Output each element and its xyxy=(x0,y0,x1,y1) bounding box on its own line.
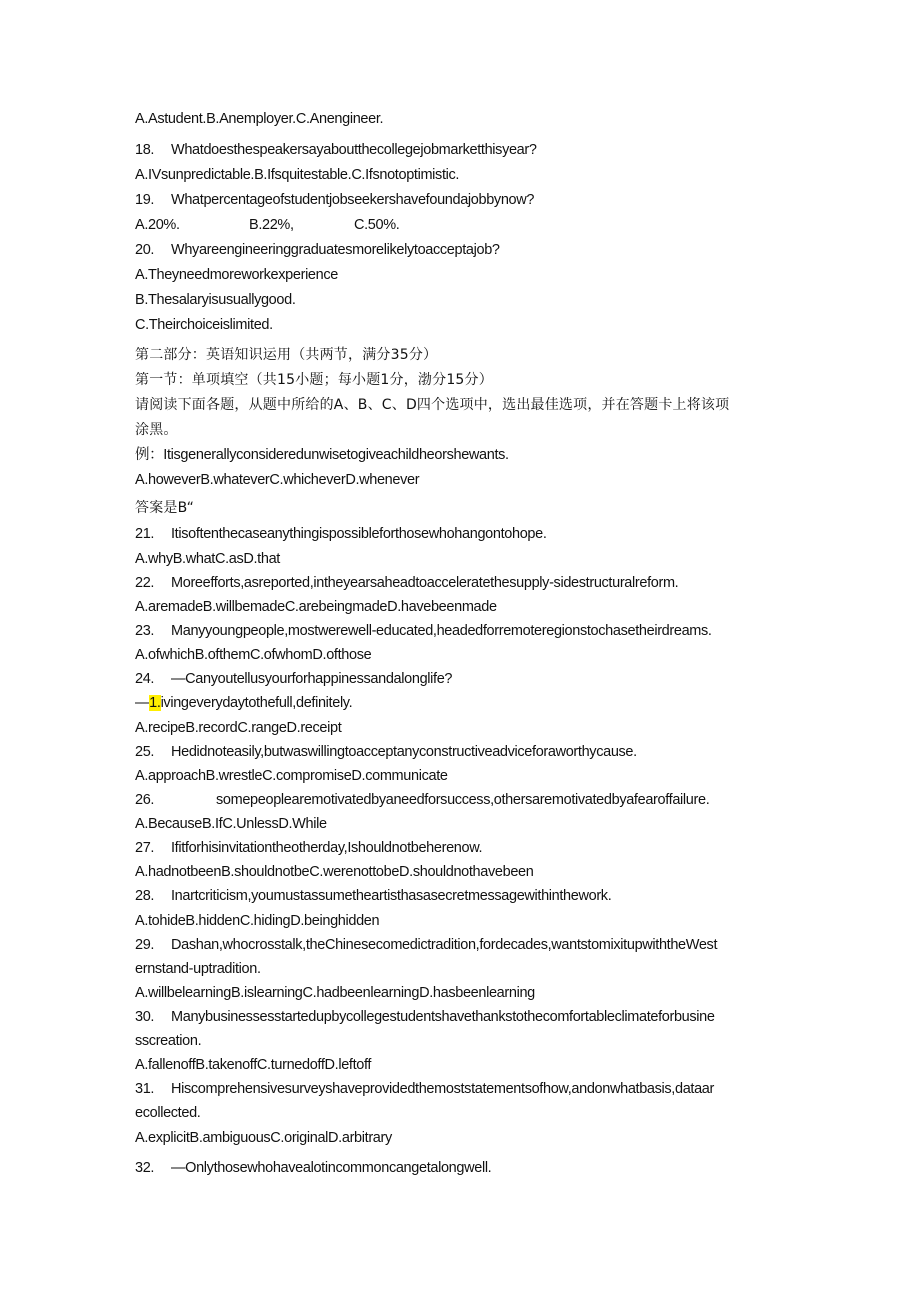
q23-options xyxy=(135,646,371,664)
section-one-heading xyxy=(135,371,493,389)
text-span: Whatpercentageofstudentjobseekershavefoundajobbynow? xyxy=(171,192,535,208)
text-span: 31. xyxy=(135,1081,155,1097)
q17-options xyxy=(135,110,383,128)
text-span: Itisoftenthecaseanythingispossibleforthosewhohangontohope. xyxy=(171,526,547,542)
text-span: A.ofwhichB.ofthemC.ofwhomD.ofthose xyxy=(135,647,372,663)
q29-options xyxy=(135,984,535,1002)
q30-options xyxy=(135,1056,371,1074)
text-span: 答案是B“ xyxy=(135,500,195,516)
question-21 xyxy=(135,525,547,543)
question-22 xyxy=(135,574,678,592)
text-span: 26. xyxy=(135,792,155,808)
question-29 xyxy=(135,936,717,954)
q22-options xyxy=(135,598,497,616)
q21-options xyxy=(135,550,280,568)
text-span: B.22%, xyxy=(249,217,294,233)
text-span: 第二部分：英语知识运用（共两节，满分35分） xyxy=(135,347,438,363)
instructions-line-2 xyxy=(135,421,178,439)
question-20 xyxy=(135,241,500,259)
text-span: 19. xyxy=(135,192,155,208)
text-span: A.aremadeB.willbemadeC.arebeingmadeD.havebeenmade xyxy=(135,599,497,615)
text-span: 23. xyxy=(135,623,155,639)
q28-options xyxy=(135,912,379,930)
text-span: Ifitforhisinvitationtheotherday,Ishouldnotbeherenow. xyxy=(171,840,483,856)
text-span: 例：Itisgenerallyconsideredunwisetogiveachildheorshewants. xyxy=(135,447,509,463)
question-19 xyxy=(135,191,534,209)
text-span: 30. xyxy=(135,1009,155,1025)
text-span: 18. xyxy=(135,142,155,158)
q20-option-b xyxy=(135,291,296,309)
text-span: 28. xyxy=(135,888,155,904)
text-span: —Canyoutellusyourforhappinessandalonglife? xyxy=(171,671,453,687)
text-span: Hiscomprehensivesurveyshaveprovidedthemoststatementsofhow,andonwhatbasis,dataar xyxy=(171,1081,715,1097)
example-question xyxy=(135,446,509,464)
text-span: 25. xyxy=(135,744,155,760)
text-span: 22. xyxy=(135,575,155,591)
text-span: C.50%. xyxy=(354,217,400,233)
q20-option-a xyxy=(135,266,338,284)
text-span: C.Theirchoiceislimited. xyxy=(135,317,273,333)
text-span: Whyareengineeringgraduatesmorelikelytoacceptajob? xyxy=(171,242,500,258)
question-27 xyxy=(135,839,482,857)
text-span: A.fallenoffB.takenoffC.turnedoffD.leftoff xyxy=(135,1057,372,1073)
text-span: ivingeverydaytothefull,definitely. xyxy=(160,695,353,711)
q24-options xyxy=(135,719,341,737)
q27-options xyxy=(135,863,533,881)
text-span: A.whyB.whatC.asD.that xyxy=(135,551,280,567)
text-span: 32. xyxy=(135,1160,155,1176)
text-span: ecollected. xyxy=(135,1105,201,1121)
q20-option-c xyxy=(135,316,273,334)
text-span: ernstand-uptradition. xyxy=(135,961,261,977)
text-span: Manyyoungpeople,mostwerewell-educated,headedforremoteregionstochasetheirdreams. xyxy=(171,623,712,639)
text-span: A.Theyneedmoreworkexperience xyxy=(135,267,338,283)
question-30-cont xyxy=(135,1032,201,1050)
question-31-cont xyxy=(135,1104,200,1122)
question-26 xyxy=(135,791,709,809)
instructions-line-1 xyxy=(135,396,729,414)
part-two-heading xyxy=(135,346,437,364)
text-span: 涂黑。 xyxy=(135,422,178,438)
question-24 xyxy=(135,670,452,688)
text-span: 29. xyxy=(135,937,155,953)
text-span: A.howeverB.whateverC.whicheverD.whenever xyxy=(135,472,420,488)
question-32 xyxy=(135,1159,491,1177)
question-30 xyxy=(135,1008,715,1026)
text-span: A.IVsunpredictable.B.Ifsquitestable.C.Ifsnotoptimistic. xyxy=(135,167,460,183)
text-span: — xyxy=(135,695,150,711)
text-span: Manybusinessesstartedupbycollegestudentshavethankstothecomfortableclimateforbusine xyxy=(171,1009,715,1025)
text-span: 21. xyxy=(135,526,155,542)
text-span: Hedidnoteasily,butwaswillingtoacceptanyconstructiveadviceforaworthycause. xyxy=(171,744,637,760)
text-span: A.recipeB.recordC.rangeD.receipt xyxy=(135,720,342,736)
text-span: A.explicitB.ambiguousC.originalD.arbitrary xyxy=(135,1130,392,1146)
question-23 xyxy=(135,622,712,640)
question-25 xyxy=(135,743,637,761)
q24-reply xyxy=(135,694,352,712)
text-span: A.tohideB.hiddenC.hidingD.beinghidden xyxy=(135,913,380,929)
q19-options xyxy=(135,216,399,234)
text-span: Dashan,whocrosstalk,theChinesecomedictradition,fordecades,wantstomixitupwiththeWest xyxy=(171,937,718,953)
highlight-mark: 1. xyxy=(149,695,161,711)
text-span: A.willbelearningB.islearningC.hadbeenlearningD.hasbeenlearning xyxy=(135,985,535,1001)
text-span: Whatdoesthespeakersayaboutthecollegejobmarketthisyear? xyxy=(171,142,537,158)
question-29-cont xyxy=(135,960,261,978)
text-span: 24. xyxy=(135,671,155,687)
text-span: 第一节：单项填空（共15小题；每小题1分，渤分15分） xyxy=(135,372,493,388)
question-31 xyxy=(135,1080,714,1098)
text-span: somepeoplearemotivatedbyaneedforsuccess,othersaremotivatedbyafearoffailure. xyxy=(216,792,710,808)
q26-options xyxy=(135,815,327,833)
text-span: A.approachB.wrestleC.compromiseD.communicate xyxy=(135,768,448,784)
q18-options xyxy=(135,166,459,184)
example-answer xyxy=(135,499,194,517)
text-span: sscreation. xyxy=(135,1033,202,1049)
text-span: 27. xyxy=(135,840,155,856)
text-span: B.Thesalaryisusuallygood. xyxy=(135,292,296,308)
text-span: A.hadnotbeenB.shouldnotbeC.werenottobeD.shouldnothavebeen xyxy=(135,864,534,880)
text-span: A.20%. xyxy=(135,217,180,233)
question-28 xyxy=(135,887,611,905)
text-span: —Onlythosewhohavealotincommoncangetalongwell. xyxy=(171,1160,492,1176)
text-span: 20. xyxy=(135,242,155,258)
q31-options xyxy=(135,1129,392,1147)
text-span: A.Astudent.B.Anemployer.C.Anengineer. xyxy=(135,111,384,127)
text-span: Moreefforts,asreported,intheyearsaheadtoacceleratethesupply-sidestructuralreform. xyxy=(171,575,679,591)
text-span: Inartcriticism,youmustassumetheartisthasasecretmessagewithinthework. xyxy=(171,888,612,904)
question-18 xyxy=(135,141,537,159)
example-options xyxy=(135,471,419,489)
text-span: 请阅读下面各题，从题中所给的A、B、C、D四个选项中，选出最佳选项，并在答题卡上将该项 xyxy=(135,397,730,413)
q25-options xyxy=(135,767,448,785)
text-span: A.BecauseB.IfC.UnlessD.While xyxy=(135,816,327,832)
